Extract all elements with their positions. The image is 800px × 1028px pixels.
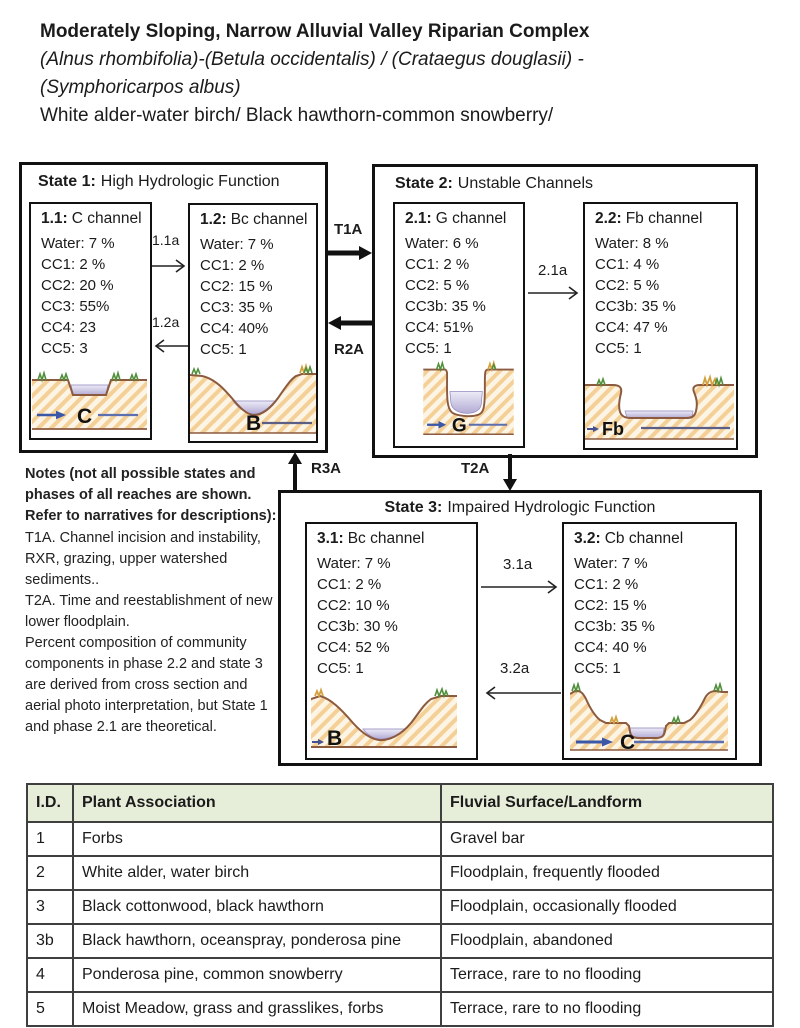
- stat-line: Water: 7 %: [574, 555, 648, 572]
- phase-2-1-box: [393, 202, 525, 448]
- stat-line: CC5: 1: [317, 660, 364, 677]
- cell-id: 2: [27, 856, 73, 890]
- arrow-r3a: [285, 452, 305, 491]
- column-header-plant-association: Plant Association: [73, 784, 441, 822]
- plant-association-table: [26, 783, 774, 1027]
- table-row: [27, 924, 773, 958]
- phase-2-2-number: 2.2:: [595, 210, 622, 227]
- notes-item-percent: Percent composition of community components in phase 2.2 and state 3 are derived from cross section and aerial photo interpretation, but State 1 and phase 2.1 are theoretical.: [25, 635, 268, 735]
- phase-1-1-number: 1.1:: [41, 210, 68, 227]
- phase-1-2-stats: [200, 234, 310, 360]
- transition-label-r3a: R3A: [311, 460, 342, 477]
- stat-line: CC2: 20 %: [41, 277, 114, 294]
- phase-3-1-name: Bc channel: [347, 530, 425, 547]
- phase-3-1-box: [305, 522, 478, 760]
- cell-fluvial-surface: Gravel bar: [441, 822, 773, 856]
- state-2-label: State 2:: [395, 175, 453, 192]
- table-row: [27, 992, 773, 1026]
- phase-3-2-name: Cb channel: [604, 530, 684, 547]
- cell-plant-association: Moist Meadow, grass and grasslikes, forbs: [73, 992, 441, 1026]
- stat-line: CC5: 3: [41, 340, 88, 357]
- state-1-label: State 1:: [38, 173, 96, 190]
- arrow-3-2a: [479, 683, 563, 703]
- channel-letter: G: [451, 415, 467, 437]
- stat-line: CC2: 15 %: [574, 597, 647, 614]
- state-2-box: [372, 164, 758, 458]
- channel-illustration-b: [190, 353, 316, 437]
- channel-illustration-cb: [570, 682, 728, 754]
- table-row: [27, 822, 773, 856]
- stat-line: CC5: 1: [405, 340, 452, 357]
- phase-3-1-stats: [317, 553, 470, 679]
- stat-line: CC1: 2 %: [405, 256, 470, 273]
- column-header-fluvial-surface: Fluvial Surface/Landform: [441, 784, 773, 822]
- phase-2-2-stats: [595, 233, 730, 359]
- phase-2-1-stats: [405, 233, 517, 359]
- phase-2-1-name: G channel: [435, 210, 507, 227]
- transition-label-t1a: T1A: [334, 221, 363, 238]
- table-header-row: [27, 784, 773, 822]
- arrow-2-1a: [526, 283, 584, 303]
- stat-line: CC1: 2 %: [41, 256, 106, 273]
- cell-fluvial-surface: Floodplain, abandoned: [441, 924, 773, 958]
- notes-heading: Notes (not all possible states and phases of all reaches are shown. Refer to narratives for descriptions):: [25, 466, 277, 524]
- stat-line: CC2: 5 %: [595, 277, 660, 294]
- cell-plant-association: Black cottonwood, black hawthorn: [73, 890, 441, 924]
- state-3-label: State 3:: [384, 499, 443, 516]
- cell-id: 3: [27, 890, 73, 924]
- stat-line: CC1: 2 %: [317, 576, 382, 593]
- phase-1-1-stats: [41, 233, 144, 359]
- arrow-1-2a: [150, 336, 190, 356]
- state-1-title: [38, 173, 280, 191]
- latin-names-line1: (Alnus rhombifolia)-(Betula occidentalis) / (Crataegus douglasii) -: [40, 49, 584, 70]
- channel-letter: B: [246, 412, 262, 435]
- transition-label-2-1a: 2.1a: [538, 262, 568, 279]
- transition-label-t2a: T2A: [461, 460, 490, 477]
- channel-illustration-fb: [585, 373, 734, 443]
- cell-fluvial-surface: Floodplain, frequently flooded: [441, 856, 773, 890]
- stat-line: CC1: 4 %: [595, 256, 660, 273]
- stat-line: CC3: 55%: [41, 298, 110, 315]
- phase-3-1-number: 3.1:: [317, 530, 344, 547]
- phase-3-2-stats: [574, 553, 729, 679]
- cell-id: 4: [27, 958, 73, 992]
- phase-1-1-title: [41, 210, 144, 228]
- stat-line: CC4: 40 %: [574, 639, 647, 656]
- stat-line: CC1: 2 %: [200, 257, 265, 274]
- cell-plant-association: Black hawthorn, oceanspray, ponderosa pine: [73, 924, 441, 958]
- stat-line: CC4: 47 %: [595, 319, 668, 336]
- transition-label-3-1a: 3.1a: [503, 556, 533, 573]
- phase-1-2-title: [200, 211, 310, 229]
- phase-1-2-name: Bc channel: [230, 211, 308, 228]
- arrow-t1a: [328, 243, 372, 263]
- table-row: [27, 958, 773, 992]
- cell-fluvial-surface: Terrace, rare to no flooding: [441, 958, 773, 992]
- channel-letter: Fb: [602, 419, 624, 439]
- cell-fluvial-surface: Floodplain, occasionally flooded: [441, 890, 773, 924]
- transition-label-r2a: R2A: [334, 341, 365, 358]
- stat-line: CC2: 5 %: [405, 277, 470, 294]
- notes-block: [25, 464, 279, 738]
- stat-line: Water: 8 %: [595, 235, 669, 252]
- phase-3-2-title: [574, 530, 729, 548]
- cell-id: 1: [27, 822, 73, 856]
- transition-label-3-2a: 3.2a: [500, 660, 530, 677]
- stat-line: CC3b: 30 %: [317, 618, 398, 635]
- cell-id: 5: [27, 992, 73, 1026]
- stat-line: Water: 7 %: [200, 236, 274, 253]
- state-3-box: [278, 490, 762, 766]
- phase-1-1-name: C channel: [71, 210, 142, 227]
- state-3-name: Impaired Hydrologic Function: [447, 499, 656, 516]
- stat-line: CC1: 2 %: [574, 576, 639, 593]
- stat-line: CC3: 35 %: [200, 299, 273, 316]
- stat-line: Water: 6 %: [405, 235, 479, 252]
- page-title: Moderately Sloping, Narrow Alluvial Valley Riparian Complex: [40, 21, 590, 42]
- channel-illustration-c: [32, 368, 147, 434]
- table-row: [27, 890, 773, 924]
- state-1-name: High Hydrologic Function: [100, 173, 280, 190]
- arrow-1-1a: [150, 256, 190, 276]
- cell-id: 3b: [27, 924, 73, 958]
- phase-3-2-number: 3.2:: [574, 530, 601, 547]
- stat-line: CC4: 40%: [200, 320, 269, 337]
- phase-2-2-title: [595, 210, 730, 228]
- stat-line: CC5: 1: [574, 660, 621, 677]
- channel-letter: B: [327, 727, 343, 750]
- state-2-name: Unstable Channels: [457, 175, 593, 192]
- stat-line: Water: 7 %: [317, 555, 391, 572]
- phase-1-2-number: 1.2:: [200, 211, 227, 228]
- state-1-box: [19, 162, 328, 453]
- phase-2-2-name: Fb channel: [625, 210, 703, 227]
- stat-line: CC5: 1: [200, 341, 247, 358]
- stat-line: CC2: 15 %: [200, 278, 273, 295]
- phase-2-2-box: [583, 202, 738, 450]
- stat-line: CC3b: 35 %: [595, 298, 676, 315]
- stat-line: CC4: 23: [41, 319, 97, 336]
- state-3-title: [281, 499, 759, 517]
- transition-label-1-2a: 1.2a: [152, 314, 180, 330]
- channel-letter: C: [620, 731, 636, 754]
- channel-illustration-b-wide: [311, 683, 457, 753]
- stat-line: Water: 7 %: [41, 235, 115, 252]
- arrow-3-1a: [479, 577, 563, 597]
- channel-letter: C: [77, 405, 93, 428]
- phase-1-2-box: [188, 203, 318, 443]
- title-block: [40, 18, 760, 130]
- common-names-line: White alder-water birch/ Black hawthorn-common snowberry/: [40, 105, 554, 126]
- phase-2-1-title: [405, 210, 517, 228]
- stat-line: CC2: 10 %: [317, 597, 390, 614]
- cell-plant-association: Forbs: [73, 822, 441, 856]
- phase-1-1-box: [29, 202, 152, 440]
- table-row: [27, 856, 773, 890]
- arrow-t2a: [500, 454, 520, 491]
- stat-line: CC3b: 35 %: [405, 298, 486, 315]
- stat-line: CC4: 52 %: [317, 639, 390, 656]
- cell-plant-association: Ponderosa pine, common snowberry: [73, 958, 441, 992]
- arrow-r2a: [328, 313, 372, 333]
- stat-line: CC3b: 35 %: [574, 618, 655, 635]
- stat-line: CC4: 51%: [405, 319, 474, 336]
- notes-item-t2a: T2A. Time and reestablishment of new lower floodplain.: [25, 593, 273, 630]
- state-2-title: [395, 175, 593, 193]
- cell-plant-association: White alder, water birch: [73, 856, 441, 890]
- transition-label-1-1a: 1.1a: [152, 232, 180, 248]
- column-header-id: I.D.: [27, 784, 73, 822]
- phase-3-1-title: [317, 530, 470, 548]
- stat-line: CC5: 1: [595, 340, 642, 357]
- phase-3-2-box: [562, 522, 737, 760]
- notes-item-t1a: T1A. Channel incision and instability, RXR, grazing, upper watershed sediments..: [25, 530, 261, 588]
- channel-illustration-g: [421, 360, 516, 440]
- latin-names-line2: (Symphoricarpos albus): [40, 77, 241, 98]
- phase-2-1-number: 2.1:: [405, 210, 432, 227]
- cell-fluvial-surface: Terrace, rare to no flooding: [441, 992, 773, 1026]
